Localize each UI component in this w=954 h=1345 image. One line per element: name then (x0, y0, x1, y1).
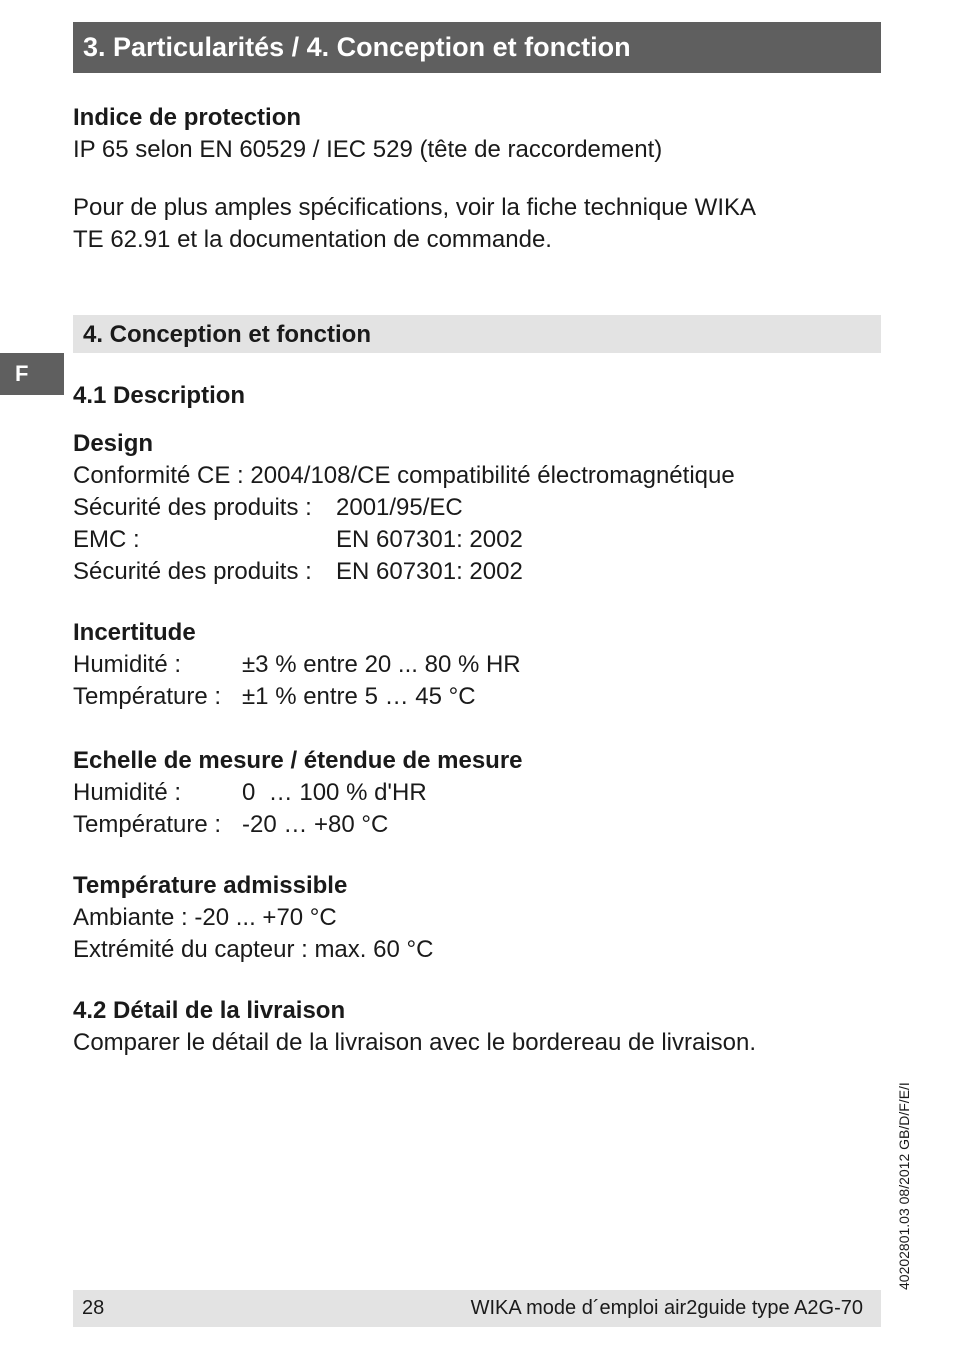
uncertainty-row-label: Humidité : (73, 651, 182, 678)
delivery-heading: 4.2 Détail de la livraison (73, 997, 346, 1024)
document-code: 40202801.03 08/2012 GB/D/F/E/I (896, 1082, 912, 1290)
range-row-value: -20 … +80 °C (242, 811, 389, 838)
uncertainty-row-value: ±3 % entre 20 ... 80 % HR (242, 651, 521, 678)
design-heading: Design (73, 430, 154, 457)
section-title: 4. Conception et fonction (73, 315, 881, 353)
uncertainty-heading: Incertitude (73, 619, 196, 646)
admissible-ambient: Ambiante : -20 ... +70 °C (73, 904, 337, 931)
page-title: 3. Particularités / 4. Conception et fonction (73, 22, 881, 73)
more-info-line-1: Pour de plus amples spécifications, voir la fiche technique WIKA (73, 194, 757, 221)
range-heading: Echelle de mesure / étendue de mesure (73, 747, 523, 774)
design-row-value: EN 607301: 2002 (336, 526, 523, 553)
page-number: 28 (82, 1297, 105, 1319)
footer-document-title: WIKA mode d´emploi air2guide type A2G-70 (470, 1297, 863, 1319)
range-row-label: Température : (73, 811, 222, 838)
more-info-line-2: TE 62.91 et la documentation de commande. (73, 226, 552, 253)
range-row-label: Humidité : (73, 779, 182, 806)
page-footer (73, 1290, 881, 1327)
design-row-value: EN 607301: 2002 (336, 558, 523, 585)
design-ce-line: Conformité CE : 2004/108/CE compatibilité électromagnétique (73, 462, 735, 489)
admissible-heading: Température admissible (73, 872, 348, 899)
protection-text: IP 65 selon EN 60529 / IEC 529 (tête de raccordement) (73, 136, 663, 163)
protection-heading: Indice de protection (73, 104, 302, 131)
language-tab: F (0, 353, 64, 395)
design-row-label: Sécurité des produits : (73, 558, 312, 585)
design-row-label: Sécurité des produits : (73, 494, 312, 521)
design-row-label: EMC : (73, 526, 140, 553)
uncertainty-row-value: ±1 % entre 5 … 45 °C (242, 683, 476, 710)
range-row-value: 0 … 100 % d'HR (242, 779, 427, 806)
admissible-sensor-tip: Extrémité du capteur : max. 60 °C (73, 936, 434, 963)
delivery-text: Comparer le détail de la livraison avec le bordereau de livraison. (73, 1029, 757, 1056)
uncertainty-row-label: Température : (73, 683, 222, 710)
design-row-value: 2001/95/EC (336, 494, 463, 521)
description-heading: 4.1 Description (73, 382, 246, 409)
